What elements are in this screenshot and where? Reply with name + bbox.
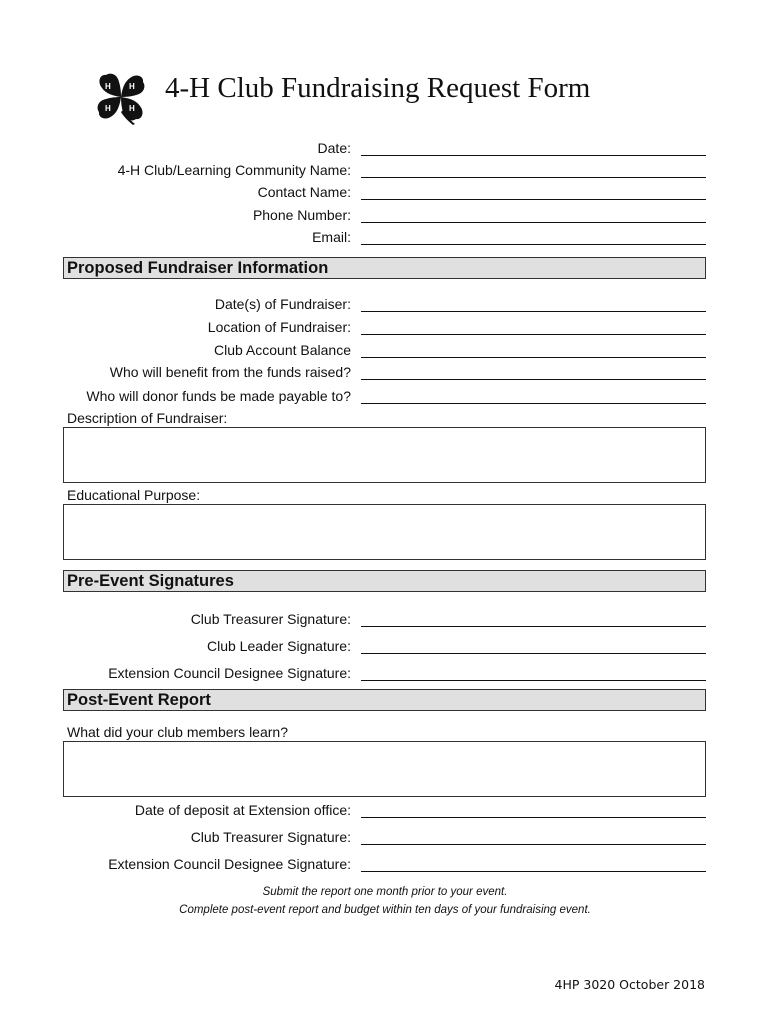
fundraiser-dates-label: Date(s) of Fundraiser: — [214, 296, 351, 312]
email-row — [0, 227, 770, 247]
club-name-label: 4-H Club/Learning Community Name: — [117, 162, 351, 178]
pre-event-section-title: Pre-Event Signatures — [67, 572, 234, 590]
phone-row — [0, 205, 770, 225]
svg-text:H: H — [105, 104, 111, 113]
account-balance-label: Club Account Balance — [214, 342, 351, 358]
pre-treasurer-row — [0, 609, 770, 629]
fundraiser-dates-row — [0, 294, 770, 314]
fundraiser-location-label: Location of Fundraiser: — [207, 319, 351, 335]
payable-to-row — [0, 386, 770, 406]
beneficiary-label: Who will benefit from the funds raised? — [109, 364, 351, 380]
post-treasurer-row — [0, 827, 770, 847]
proposed-section-title: Proposed Fundraiser Information — [67, 259, 329, 277]
email-field[interactable] — [361, 225, 706, 245]
fundraiser-dates-field[interactable] — [361, 292, 706, 312]
post-event-section-header — [63, 689, 706, 711]
svg-text:H: H — [129, 82, 135, 91]
post-designee-label: Extension Council Designee Signature: — [108, 856, 351, 872]
description-label: Description of Fundraiser: — [67, 410, 228, 426]
pre-designee-signature-field[interactable] — [361, 661, 706, 681]
pre-designee-label: Extension Council Designee Signature: — [108, 665, 351, 681]
date-field[interactable] — [361, 136, 706, 156]
club-name-row — [0, 160, 770, 180]
proposed-section-header — [63, 257, 706, 279]
payable-to-label: Who will donor funds be made payable to? — [86, 388, 351, 404]
fundraiser-location-field[interactable] — [361, 315, 706, 335]
beneficiary-field[interactable] — [361, 360, 706, 380]
pre-treasurer-signature-field[interactable] — [361, 607, 706, 627]
learn-textarea[interactable] — [63, 741, 706, 797]
leader-label: Club Leader Signature: — [207, 638, 351, 654]
submit-note: Submit the report one month prior to your event. — [262, 886, 508, 898]
page-title: 4-H Club Fundraising Request Form — [165, 72, 591, 104]
learn-label: What did your club members learn? — [67, 724, 288, 740]
complete-note: Complete post-event report and budget within ten days of your fundraising event. — [179, 904, 591, 916]
club-name-field[interactable] — [361, 158, 706, 178]
svg-text:H: H — [105, 82, 111, 91]
post-designee-signature-field[interactable] — [361, 852, 706, 872]
svg-text:H: H — [129, 104, 135, 113]
date-label: Date: — [317, 140, 351, 156]
four-leaf-clover-icon — [94, 70, 148, 126]
description-textarea[interactable] — [63, 427, 706, 483]
post-designee-row — [0, 854, 770, 874]
fundraiser-location-row — [0, 317, 770, 337]
phone-field[interactable] — [361, 203, 706, 223]
leader-signature-field[interactable] — [361, 634, 706, 654]
educational-purpose-label: Educational Purpose: — [67, 487, 201, 503]
pre-treasurer-label: Club Treasurer Signature: — [190, 611, 351, 627]
pre-designee-row — [0, 663, 770, 683]
pre-event-section-header — [63, 570, 706, 592]
account-balance-field[interactable] — [361, 338, 706, 358]
payable-to-field[interactable] — [361, 384, 706, 404]
contact-name-field[interactable] — [361, 180, 706, 200]
deposit-date-label: Date of deposit at Extension office: — [134, 802, 351, 818]
date-row — [0, 138, 770, 158]
leader-row — [0, 636, 770, 656]
account-balance-row — [0, 340, 770, 360]
beneficiary-row — [0, 362, 770, 382]
contact-name-label: Contact Name: — [257, 184, 351, 200]
contact-name-row — [0, 182, 770, 202]
post-event-section-title: Post-Event Report — [67, 691, 211, 709]
educational-purpose-textarea[interactable] — [63, 504, 706, 560]
deposit-date-row — [0, 800, 770, 820]
form-code: 4HP 3020 October 2018 — [554, 977, 705, 992]
post-treasurer-signature-field[interactable] — [361, 825, 706, 845]
email-label: Email: — [312, 229, 351, 245]
phone-label: Phone Number: — [252, 207, 351, 223]
post-treasurer-label: Club Treasurer Signature: — [190, 829, 351, 845]
deposit-date-field[interactable] — [361, 798, 706, 818]
